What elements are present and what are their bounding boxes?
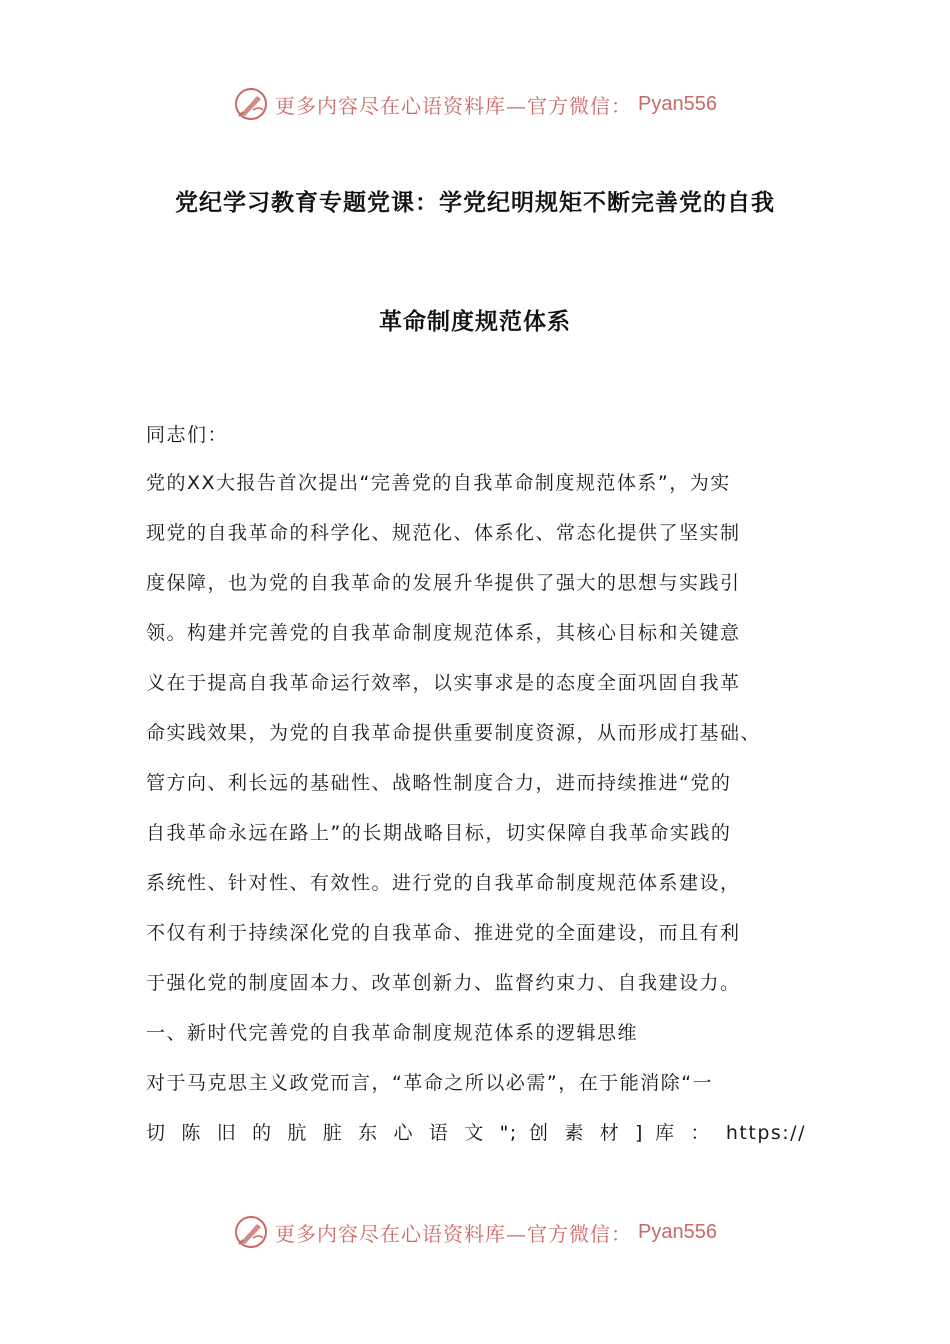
paragraph-line: 切 陈 旧 的 肮 脏 东 心 语 文 "; 创 素 材 ] 库 ： https:// xyxy=(146,1122,806,1144)
paragraph-line: 系统性、针对性、有效性。进行党的自我革命制度规范体系建设， xyxy=(146,872,741,894)
paragraph-line: 现党的自我革命的科学化、规范化、体系化、常态化提供了坚实制 xyxy=(146,522,741,544)
watermark-text: 更多内容尽在心语资料库—官方微信： xyxy=(275,1221,633,1246)
body-paragraph xyxy=(146,458,806,1158)
paragraph-line: 领。构建并完善党的自我革命制度规范体系，其核心目标和关键意 xyxy=(146,622,741,644)
pen-logo-icon xyxy=(233,1214,269,1250)
paragraph-line: 管方向、利长远的基础性、战略性制度合力，进而持续推进“党的 xyxy=(146,772,732,794)
pen-logo-icon xyxy=(233,86,269,122)
document-title-line-1: 党纪学习教育专题党课：学党纪明规矩不断完善党的自我 xyxy=(175,190,775,216)
section-heading: 一、新时代完善党的自我革命制度规范体系的逻辑思维 xyxy=(146,1022,639,1044)
paragraph-line: 度保障，也为党的自我革命的发展升华提供了强大的思想与实践引 xyxy=(146,572,741,594)
document-title-line-2: 革命制度规范体系 xyxy=(379,309,571,335)
greeting-text: 同志们： xyxy=(146,424,229,446)
paragraph-line: 义在于提高自我革命运行效率，以实事求是的态度全面巩固自我革 xyxy=(146,672,741,694)
paragraph-line: 不仅有利于持续深化党的自我革命、推进党的全面建设，而且有利 xyxy=(146,922,741,944)
paragraph-line: 于强化党的制度固本力、改革创新力、监督约束力、自我建设力。 xyxy=(146,972,741,994)
header-watermark xyxy=(0,86,950,122)
paragraph-line: 对于马克思主义政党而言，“革命之所以必需”，在于能消除“一 xyxy=(146,1072,714,1094)
paragraph-line: 自我革命永远在路上”的长期战略目标，切实保障自我革命实践的 xyxy=(146,822,732,844)
paragraph-line: 党的XX大报告首次提出“完善党的自我革命制度规范体系”，为实 xyxy=(146,472,731,494)
paragraph-line: 命实践效果，为党的自我革命提供重要制度资源，从而形成打基础、 xyxy=(146,722,762,744)
watermark-handle: Pyan556 xyxy=(638,1220,717,1243)
footer-watermark xyxy=(0,1214,950,1250)
watermark-text: 更多内容尽在心语资料库—官方微信： xyxy=(275,93,633,118)
greeting xyxy=(146,410,806,460)
watermark-handle: Pyan556 xyxy=(638,92,717,115)
